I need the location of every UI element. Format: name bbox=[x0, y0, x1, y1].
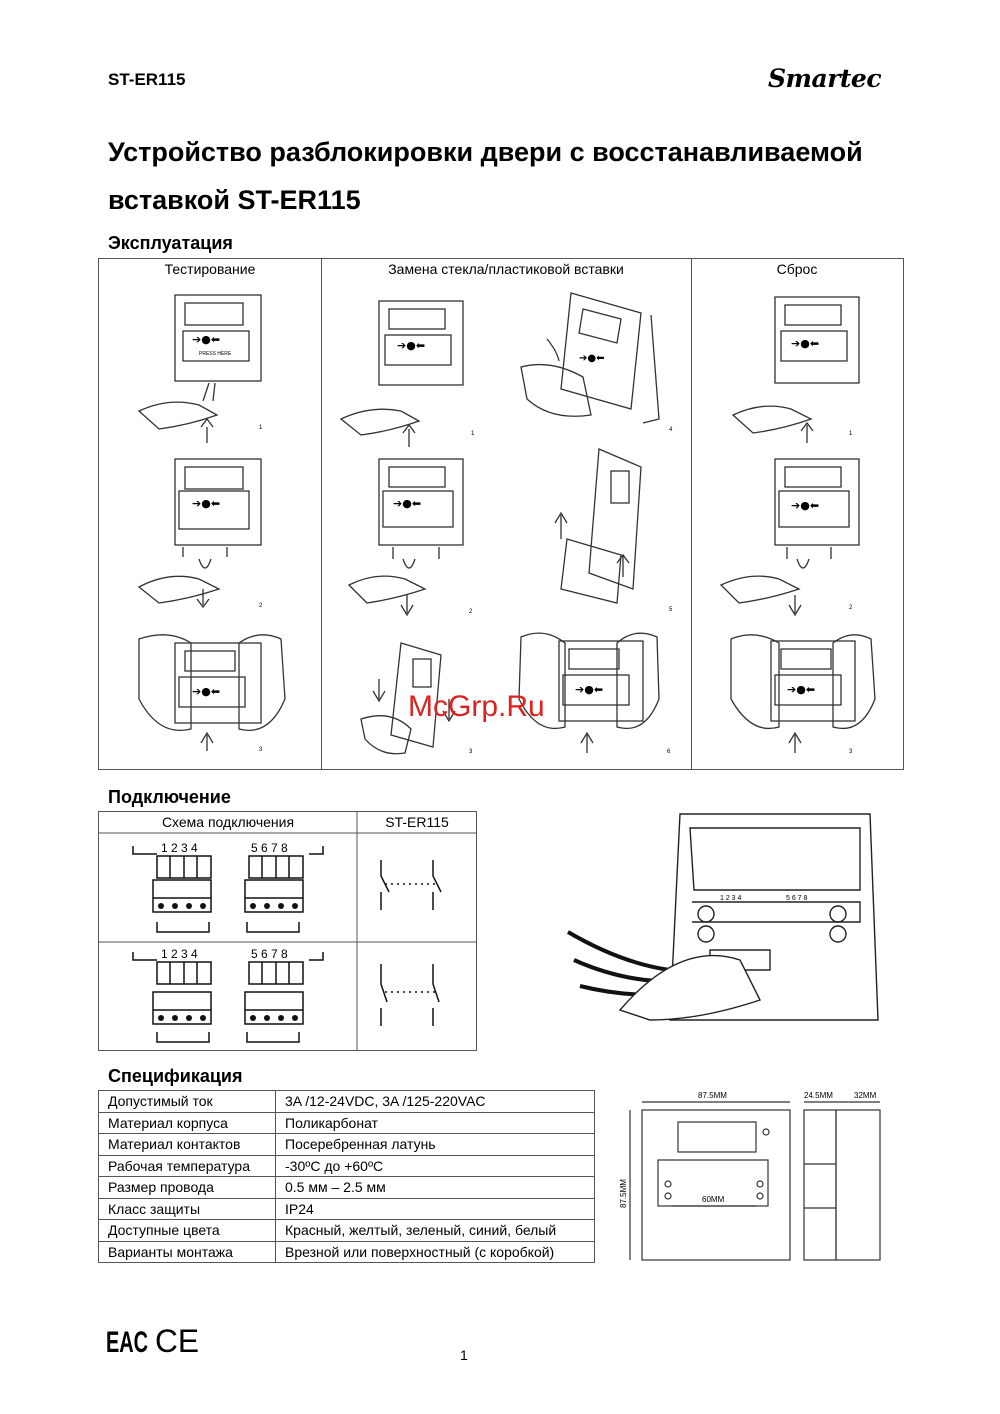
column-header-testing: Тестирование bbox=[164, 261, 256, 277]
step-number: 1 bbox=[471, 431, 475, 437]
step-number: 2 bbox=[849, 605, 853, 611]
svg-text:➔●⬅: ➔●⬅ bbox=[791, 499, 820, 512]
model-code: ST-ER115 bbox=[108, 70, 186, 89]
terminal-labels-right: 5 6 7 8 bbox=[251, 841, 288, 855]
section-operation-heading: Эксплуатация bbox=[108, 233, 233, 253]
spec-table bbox=[98, 1090, 595, 1263]
photo-terminal-labels-right: 5 6 7 8 bbox=[786, 895, 808, 902]
spec-value: Посеребренная латунь bbox=[276, 1134, 595, 1156]
eac-mark bbox=[106, 1322, 150, 1358]
spec-value: Поликарбонат bbox=[276, 1112, 595, 1134]
spec-key: Допустимый ток bbox=[99, 1091, 276, 1113]
spec-row bbox=[99, 1241, 595, 1263]
spec-value: Красный, желтый, зеленый, синий, белый bbox=[276, 1220, 595, 1242]
spec-value: IP24 bbox=[276, 1198, 595, 1220]
wiring-col-header-scheme: Схема подключения bbox=[161, 814, 295, 830]
section-connection-heading: Подключение bbox=[108, 787, 231, 807]
dim-holes: 60MM bbox=[702, 1195, 725, 1204]
terminal-labels-right: 5 6 7 8 bbox=[251, 947, 288, 961]
spec-key: Размер провода bbox=[99, 1177, 276, 1199]
spec-row bbox=[99, 1177, 595, 1199]
eac-mark-text: EAC bbox=[106, 1326, 148, 1359]
ce-mark-text: CE bbox=[155, 1323, 199, 1359]
step-number: 2 bbox=[469, 609, 473, 615]
spec-row bbox=[99, 1220, 595, 1242]
spec-row bbox=[99, 1198, 595, 1220]
ce-mark bbox=[155, 1322, 203, 1358]
terminal-labels-left: 1 2 3 4 bbox=[161, 947, 198, 961]
wiring-col-header-model: ST-ER115 bbox=[385, 814, 449, 830]
dimension-drawing bbox=[620, 1088, 895, 1268]
watermark: McGrp.Ru bbox=[408, 690, 545, 723]
reset-illustrations bbox=[691, 259, 903, 769]
dim-depth-2: 32MM bbox=[854, 1091, 877, 1100]
operation-column-reset bbox=[691, 259, 903, 769]
step-number: 3 bbox=[849, 749, 853, 755]
step-number: 6 bbox=[667, 749, 671, 755]
step-number: 2 bbox=[259, 603, 263, 609]
testing-illustrations bbox=[99, 259, 321, 769]
step-number: 4 bbox=[669, 427, 673, 433]
step-number: 5 bbox=[669, 607, 673, 613]
svg-text:➔●⬅: ➔●⬅ bbox=[192, 685, 221, 698]
spec-key: Варианты монтажа bbox=[99, 1241, 276, 1263]
svg-text:➔●⬅: ➔●⬅ bbox=[192, 333, 221, 346]
spec-row bbox=[99, 1134, 595, 1156]
svg-text:➔●⬅: ➔●⬅ bbox=[791, 337, 820, 350]
wiring-table bbox=[98, 811, 477, 1051]
spec-key: Класс защиты bbox=[99, 1198, 276, 1220]
step-number: 1 bbox=[849, 431, 853, 437]
spec-key: Рабочая температура bbox=[99, 1155, 276, 1177]
dim-width: 87.5MM bbox=[698, 1091, 727, 1100]
column-header-reset: Сброс bbox=[776, 261, 818, 277]
operation-column-testing bbox=[99, 259, 322, 769]
svg-text:➔●⬅: ➔●⬅ bbox=[393, 497, 422, 510]
document-title: Устройство разблокировки двери с восстанавливаемой вставкой ST-ER115 bbox=[108, 137, 863, 215]
spec-key: Материал контактов bbox=[99, 1134, 276, 1156]
brand-logo: Smartec bbox=[768, 64, 882, 93]
spec-row bbox=[99, 1091, 595, 1113]
step-number: 3 bbox=[469, 749, 473, 755]
svg-text:➔●⬅: ➔●⬅ bbox=[787, 683, 816, 696]
svg-text:➔●⬅: ➔●⬅ bbox=[397, 339, 426, 352]
device-label: PRESS HERE bbox=[199, 351, 232, 357]
svg-text:➔●⬅: ➔●⬅ bbox=[579, 353, 605, 364]
spec-row bbox=[99, 1155, 595, 1177]
spec-key: Материал корпуса bbox=[99, 1112, 276, 1134]
column-header-replacement: Замена стекла/пластиковой вставки bbox=[388, 261, 624, 277]
svg-text:➔●⬅: ➔●⬅ bbox=[575, 683, 604, 696]
spec-key: Доступные цвета bbox=[99, 1220, 276, 1242]
step-number: 1 bbox=[259, 425, 263, 431]
terminal-labels-left: 1 2 3 4 bbox=[161, 841, 198, 855]
spec-value: 3A /12-24VDC, 3A /125-220VAC bbox=[276, 1091, 595, 1113]
wiring-diagram bbox=[99, 812, 476, 1050]
spec-value: 0.5 мм – 2.5 мм bbox=[276, 1177, 595, 1199]
step-number: 3 bbox=[259, 747, 263, 753]
section-spec-heading: Спецификация bbox=[108, 1066, 243, 1086]
dim-depth-1: 24.5MM bbox=[804, 1091, 833, 1100]
wiring-photo bbox=[560, 810, 890, 1020]
spec-row bbox=[99, 1112, 595, 1134]
svg-text:➔●⬅: ➔●⬅ bbox=[192, 497, 221, 510]
page-number: 1 bbox=[460, 1347, 468, 1363]
dim-height: 87.5MM bbox=[619, 1179, 628, 1208]
device-illustration bbox=[139, 295, 261, 443]
photo-terminal-labels-left: 1 2 3 4 bbox=[720, 895, 742, 902]
spec-value: Врезной или поверхностный (с коробкой) bbox=[276, 1241, 595, 1263]
spec-value: -30ºC до +60ºC bbox=[276, 1155, 595, 1177]
